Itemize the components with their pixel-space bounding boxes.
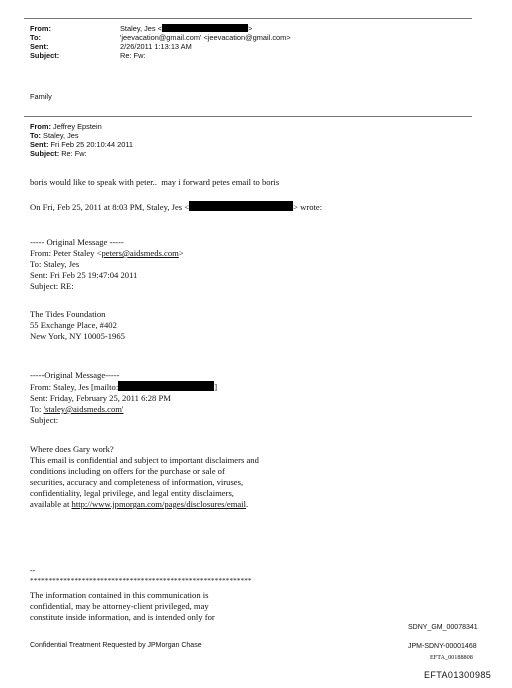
- disclosure-link[interactable]: http://www.jpmorgan.com/pages/disclosures/email: [71, 499, 246, 509]
- body-line: conditions including on offers for the purchase or sale of: [30, 466, 225, 476]
- dash-separator: --: [30, 566, 36, 575]
- reply-to: Staley, Jes: [43, 131, 79, 140]
- original-title: ----- Original Message -----: [30, 237, 124, 247]
- original-from: From: Peter Staley <peters@aidsmeds.com>: [30, 248, 184, 258]
- sdny-gm-stamp: SDNY_GM_00078341: [408, 624, 478, 631]
- original-to: To: 'staley@aidsmeds.com': [30, 404, 124, 414]
- body-line: Where does Gary work?: [30, 444, 114, 454]
- signature-block: [30, 309, 330, 342]
- original-from: From: Staley, Jes [mailto: ]: [30, 382, 218, 392]
- original-to: To: Staley, Jes: [30, 259, 80, 269]
- original-sent: Sent: Fri Feb 25 19:47:04 2011: [30, 270, 138, 280]
- efta-small-stamp: EFTA_00188808: [430, 654, 473, 661]
- confidential-stamp: Confidential Treatment Requested by JPMorgan Chase: [30, 642, 202, 649]
- from-value: Staley, Jes < >: [120, 24, 253, 33]
- from-label: From:: [30, 24, 51, 33]
- disclaimer-line: confidential, may be attorney-client privileged, may: [30, 601, 209, 611]
- jpm-stamp: JPM-SDNY-00001468: [408, 643, 477, 650]
- sig-line: The Tides Foundation: [30, 309, 106, 319]
- original-message-2: [30, 370, 360, 426]
- redaction-box: [189, 201, 293, 211]
- subject-label: Subject:: [30, 51, 60, 60]
- disclaimer-line: constitute inside information, and is intended only for: [30, 612, 215, 622]
- to-value: 'jeevacation@gmail.com' <jeevacation@gmail.com>: [120, 33, 291, 42]
- top-rule: [24, 18, 472, 19]
- original-sent: Sent: Friday, February 25, 2011 6:28 PM: [30, 393, 171, 403]
- body-line: confidentiality, legal privilege, and legal entity disclaimers,: [30, 488, 234, 498]
- quote-line: On Fri, Feb 25, 2011 at 8:03 PM, Staley, Jes < > wrote:: [30, 202, 323, 212]
- sent-label: Sent:: [30, 42, 49, 51]
- efta-stamp: EFTA01300985: [424, 670, 492, 680]
- email-link[interactable]: peters@aidsmeds.com: [101, 248, 179, 258]
- body-line: This email is confidential and subject to important disclaimers and: [30, 455, 259, 465]
- subject-value: Re: Fw:: [120, 51, 146, 60]
- outer-header: [30, 24, 450, 60]
- redaction-box: [118, 381, 214, 391]
- original-subject: Subject:: [30, 415, 59, 425]
- sig-line: New York, NY 10005-1965: [30, 331, 125, 341]
- body-line: available at http://www.jpmorgan.com/pages/disclosures/email.: [30, 499, 249, 509]
- original-subject: Subject: RE:: [30, 281, 74, 291]
- disclaimer-line: The information contained in this communication is: [30, 590, 209, 600]
- reply-subject: Re: Fw:: [61, 149, 87, 158]
- section-rule: [24, 116, 472, 117]
- disclaimer: [30, 590, 350, 623]
- body-line: securities, accuracy and completeness of information, viruses,: [30, 477, 244, 487]
- reply-from: Jeffrey Epstein: [53, 122, 102, 131]
- original-message-1: [30, 237, 360, 292]
- to-label: To:: [30, 33, 41, 42]
- reply-sent: Fri Feb 25 20:10:44 2011: [50, 140, 133, 149]
- email-link[interactable]: 'staley@aidsmeds.com': [43, 404, 124, 414]
- redaction-box: [162, 24, 248, 32]
- outer-body: Family: [30, 92, 52, 101]
- sent-value: 2/26/2011 1:13:13 AM: [120, 42, 192, 51]
- original-title: -----Original Message-----: [30, 370, 120, 380]
- reply-body: boris would like to speak with peter.. may i forward petes email to boris: [30, 177, 280, 187]
- message-body: [30, 444, 370, 510]
- reply-header: From: Jeffrey Epstein To: Staley, Jes Sent: Fri Feb 25 20:10:44 2011 Subject: Re: Fw:: [30, 122, 133, 158]
- star-separator: ************************************************************: [30, 577, 252, 585]
- sig-line: 55 Exchange Place, #402: [30, 320, 117, 330]
